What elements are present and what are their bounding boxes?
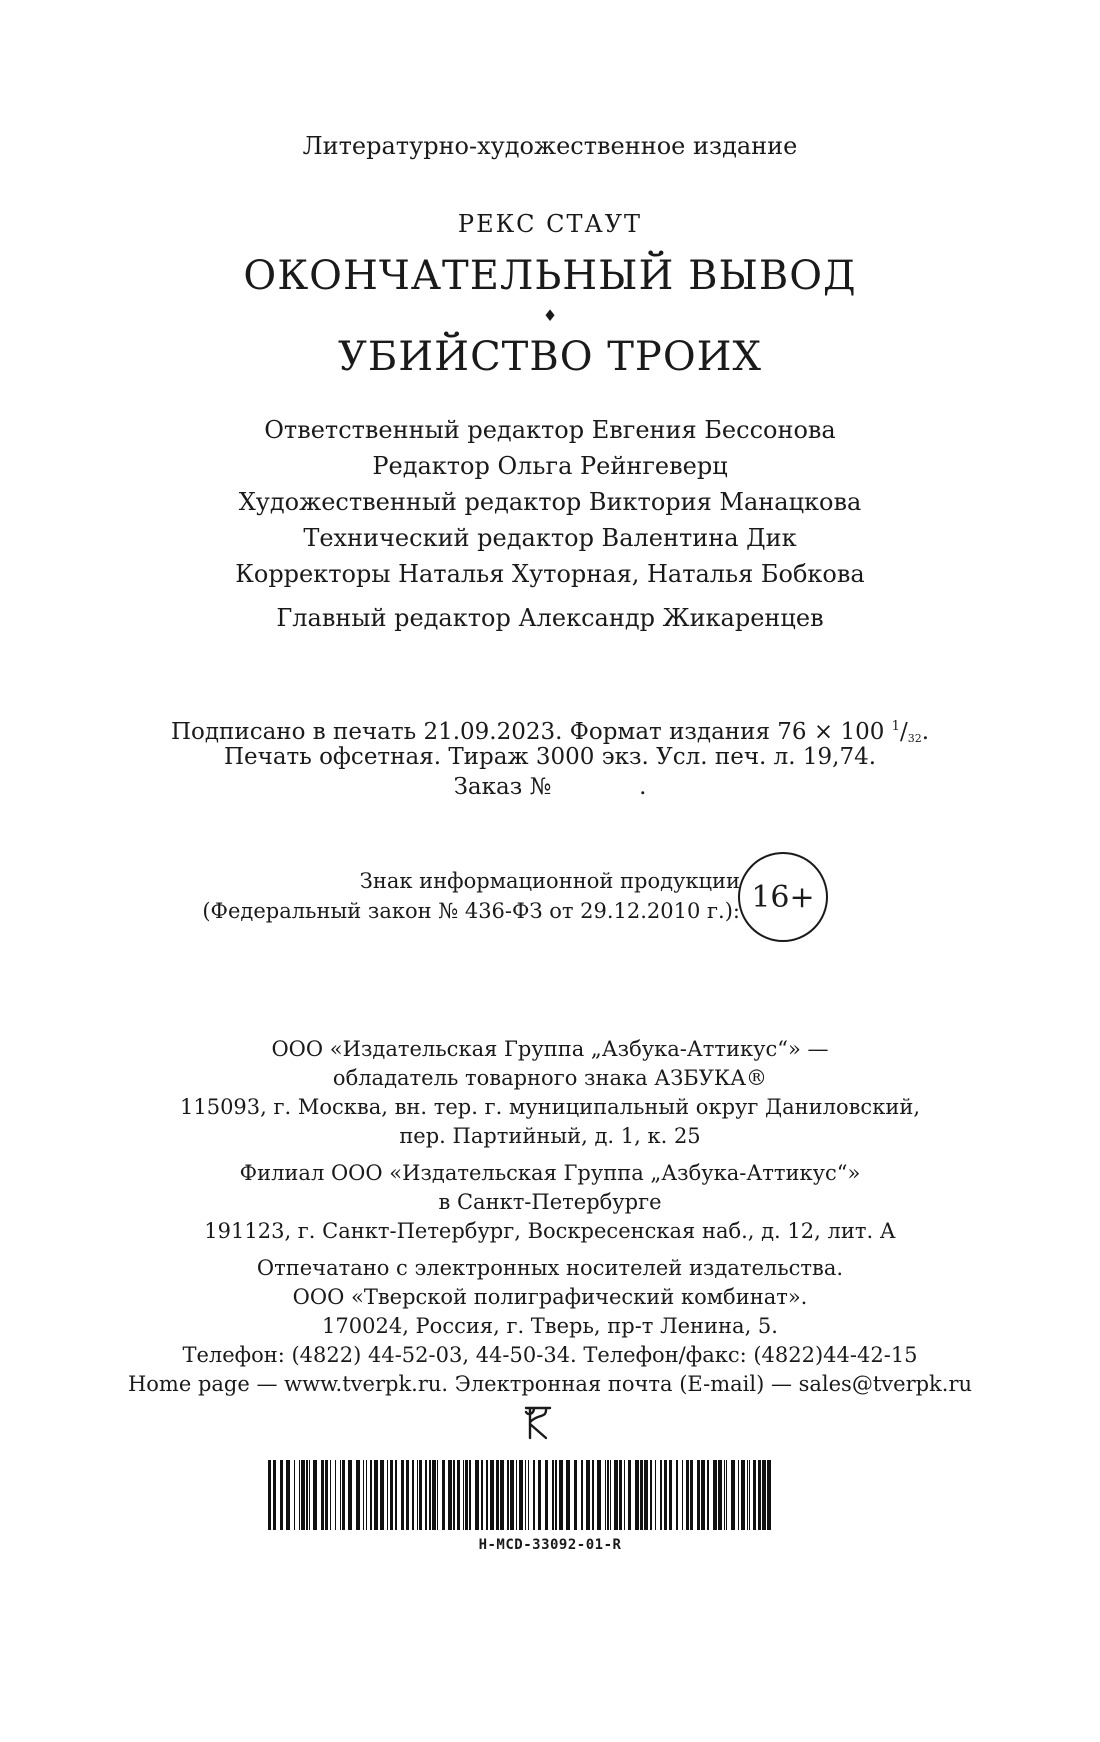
spacer: [0, 1151, 1100, 1159]
barcode-bar: [762, 1460, 766, 1530]
barcode-bar: [387, 1460, 388, 1530]
barcode-bar: [519, 1460, 523, 1530]
print-line-1-end: .: [921, 719, 930, 745]
credit-line: Художественный редактор Виктория Манацкова: [238, 488, 862, 516]
barcode-bar: [635, 1460, 639, 1530]
barcode-bar: [342, 1460, 345, 1530]
printer-line: Отпечатано с электронных носителей издательства.: [256, 1256, 844, 1280]
barcode-bar: [650, 1460, 652, 1530]
barcode-bar: [309, 1460, 310, 1530]
barcode-bar: [597, 1460, 601, 1530]
print-line-2: Печать офсетная. Тираж 3000 экз. Усл. печ. л. 19,74.: [223, 744, 877, 770]
barcode-bar: [286, 1460, 290, 1530]
barcode-bar: [516, 1460, 517, 1530]
branch-line: 191123, г. Санкт-Петербург, Воскресенская наб., д. 12, лит. А: [204, 1219, 896, 1243]
barcode-bar: [325, 1460, 328, 1530]
barcode-bar: [581, 1460, 583, 1530]
barcode-bar: [273, 1460, 276, 1530]
barcode-bar: [614, 1460, 618, 1530]
branch-line: в Санкт-Петербурге: [438, 1190, 662, 1214]
barcode-bar: [448, 1460, 452, 1530]
branch-line: Филиал ООО «Издательская Группа „Азбука-Аттикус“»: [239, 1161, 861, 1185]
barcode-bar: [395, 1460, 397, 1530]
barcode-bar: [758, 1460, 761, 1530]
barcode-bar: [664, 1460, 667, 1530]
barcode-bar: [475, 1460, 479, 1530]
barcode-bar: [356, 1460, 360, 1530]
barcode-bar: [366, 1460, 367, 1530]
barcode-bar: [690, 1460, 693, 1530]
barcode-bar: [390, 1460, 393, 1530]
publisher-line: пер. Партийный, д. 1, к. 25: [399, 1124, 701, 1148]
barcode-bar: [280, 1460, 283, 1530]
barcode-bar: [335, 1460, 336, 1530]
barcode-bar: [610, 1460, 611, 1530]
barcode-bar: [528, 1460, 529, 1530]
barcode-bar: [624, 1460, 625, 1530]
barcode-bar: [490, 1460, 494, 1530]
barcode-bar: [644, 1460, 648, 1530]
barcode-bar: [380, 1460, 384, 1530]
barcode-bar: [348, 1460, 352, 1530]
barcode-label: H-MCD-33092-01-R: [478, 1537, 622, 1553]
barcode-bar: [313, 1460, 317, 1530]
barcode-bar: [753, 1460, 756, 1530]
printer-line: ООО «Тверской полиграфический комбинат».: [292, 1285, 808, 1309]
barcode-bar: [469, 1460, 471, 1530]
barcode-bar: [749, 1460, 750, 1530]
barcode-bar: [559, 1460, 563, 1530]
barcode-icon: [268, 1460, 774, 1530]
barcode-bar: [500, 1460, 504, 1530]
sign-line-2: (Федеральный закон № 436-ФЗ от 29.12.2010 г.):: [202, 899, 740, 923]
barcode-bar: [741, 1460, 745, 1530]
barcode-bar: [701, 1460, 705, 1530]
barcode-bar: [412, 1460, 414, 1530]
barcode-bar: [655, 1460, 656, 1530]
barcode-bar: [738, 1460, 739, 1530]
barcode-bar: [676, 1460, 678, 1530]
barcode-bar: [669, 1460, 672, 1530]
barcode-bar: [432, 1460, 436, 1530]
barcode-bar: [545, 1460, 548, 1530]
printer-line: Home page — www.tverpk.ru. Электронная почта (E-mail) — sales@tverpk.ru: [127, 1372, 973, 1396]
sign-line-1: Знак информационной продукции: [359, 869, 740, 893]
barcode-bar: [566, 1460, 570, 1530]
print-format-text: Подписано в печать 21.09.2023. Формат издания 76 × 100: [170, 719, 892, 745]
barcode-bar: [713, 1460, 717, 1530]
barcode-bar: [481, 1460, 483, 1530]
barcode-bar: [619, 1460, 622, 1530]
barcode-bar: [463, 1460, 464, 1530]
barcode-bar: [660, 1460, 662, 1530]
info-product-sign: [180, 866, 740, 926]
printer-line: 170024, Россия, г. Тверь, пр-т Ленина, 5.: [322, 1314, 778, 1338]
barcode-bar: [555, 1460, 557, 1530]
barcode-bar: [724, 1460, 725, 1530]
author-name: РЕКС СТАУТ: [457, 210, 643, 238]
barcode-bar: [747, 1460, 748, 1530]
barcode-bar: [682, 1460, 683, 1530]
print-line-1: Подписано в печать 21.09.2023. Формат издания 76 × 100 $^1/_{32}$.: [170, 719, 930, 745]
barcode-bar: [306, 1460, 308, 1530]
printer-logo-icon: [522, 1404, 554, 1442]
publisher-line: 115093, г. Москва, вн. тер. г. муниципальный округ Даниловский,: [179, 1095, 920, 1119]
barcode-bar: [294, 1460, 295, 1530]
barcode-bar: [374, 1460, 378, 1530]
publisher-line: обладатель товарного знака АЗБУКА®: [332, 1066, 768, 1090]
fraction-denominator: 32: [907, 732, 922, 745]
credit-line: Корректоры Наталья Хуторная, Наталья Бобкова: [235, 560, 865, 588]
barcode-bar: [510, 1460, 514, 1530]
barcode-bar: [496, 1460, 499, 1530]
spacer: [0, 1246, 1100, 1254]
barcode-bar: [268, 1460, 271, 1530]
barcode-bar: [586, 1460, 590, 1530]
barcode-bar: [330, 1460, 331, 1530]
barcode-bar: [465, 1460, 468, 1530]
barcode-bar: [731, 1460, 735, 1530]
barcode-bar: [419, 1460, 422, 1530]
barcode-bar: [299, 1460, 300, 1530]
publisher-line: ООО «Издательская Группа „Азбука-Аттикус“» —: [271, 1037, 829, 1061]
barcode-bar: [767, 1460, 771, 1530]
barcode-bar: [301, 1460, 305, 1530]
barcode-bar: [401, 1460, 404, 1530]
book-title-1: ОКОНЧАТЕЛЬНЫЙ ВЫВОД: [243, 253, 857, 299]
barcode-bar: [718, 1460, 722, 1530]
print-line-3: Заказ № .: [453, 774, 647, 800]
barcode-bar: [697, 1460, 700, 1530]
print-info: [0, 712, 1100, 802]
barcode-bar: [605, 1460, 606, 1530]
barcode-bar: [437, 1460, 438, 1530]
barcode-bar: [429, 1460, 431, 1530]
barcode-bar: [628, 1460, 631, 1530]
barcode-bar: [525, 1460, 526, 1530]
barcode-bar: [340, 1460, 341, 1530]
barcode-bar: [486, 1460, 488, 1530]
credits-list: [0, 412, 1100, 592]
barcode-bar: [417, 1460, 418, 1530]
barcode-bar: [453, 1460, 455, 1530]
barcode-bar: [726, 1460, 727, 1530]
age-rating: 16+: [751, 879, 815, 915]
barcode-bar: [552, 1460, 554, 1530]
barcode-bar: [370, 1460, 372, 1530]
barcode-bar: [538, 1460, 541, 1530]
credit-line: Ответственный редактор Евгения Бессонова: [264, 416, 836, 444]
barcode-bar: [592, 1460, 594, 1530]
barcode-bar: [707, 1460, 709, 1530]
barcode-bar: [457, 1460, 460, 1530]
edition-type: Литературно-художественное издание: [302, 132, 798, 160]
barcode-bar: [406, 1460, 409, 1530]
credit-line: Редактор Ольга Рейнгеверц: [372, 452, 728, 480]
barcode-bar: [363, 1460, 364, 1530]
credit-line: Технический редактор Валентина Дик: [303, 524, 797, 552]
publisher-info: [0, 1035, 1100, 1399]
barcode-bar: [640, 1460, 643, 1530]
barcode-bar: [686, 1460, 689, 1530]
fraction-numerator: 1: [891, 719, 900, 734]
separator-diamond: ♦: [542, 306, 558, 325]
age-rating-badge: [738, 852, 828, 942]
barcode-bar: [321, 1460, 324, 1530]
book-title-2: УБИЙСТВО ТРОИХ: [338, 334, 762, 380]
barcode-bar: [507, 1460, 509, 1530]
chief-editor: Главный редактор Александр Жикаренцев: [276, 604, 824, 632]
barcode-bar: [442, 1460, 445, 1530]
printer-line: Телефон: (4822) 44-52-03, 44-50-34. Телефон/факс: (4822)44-42-15: [182, 1343, 918, 1367]
barcode-bar: [607, 1460, 609, 1530]
barcode-bar: [574, 1460, 577, 1530]
barcode-bar: [425, 1460, 427, 1530]
barcode-bar: [533, 1460, 535, 1530]
